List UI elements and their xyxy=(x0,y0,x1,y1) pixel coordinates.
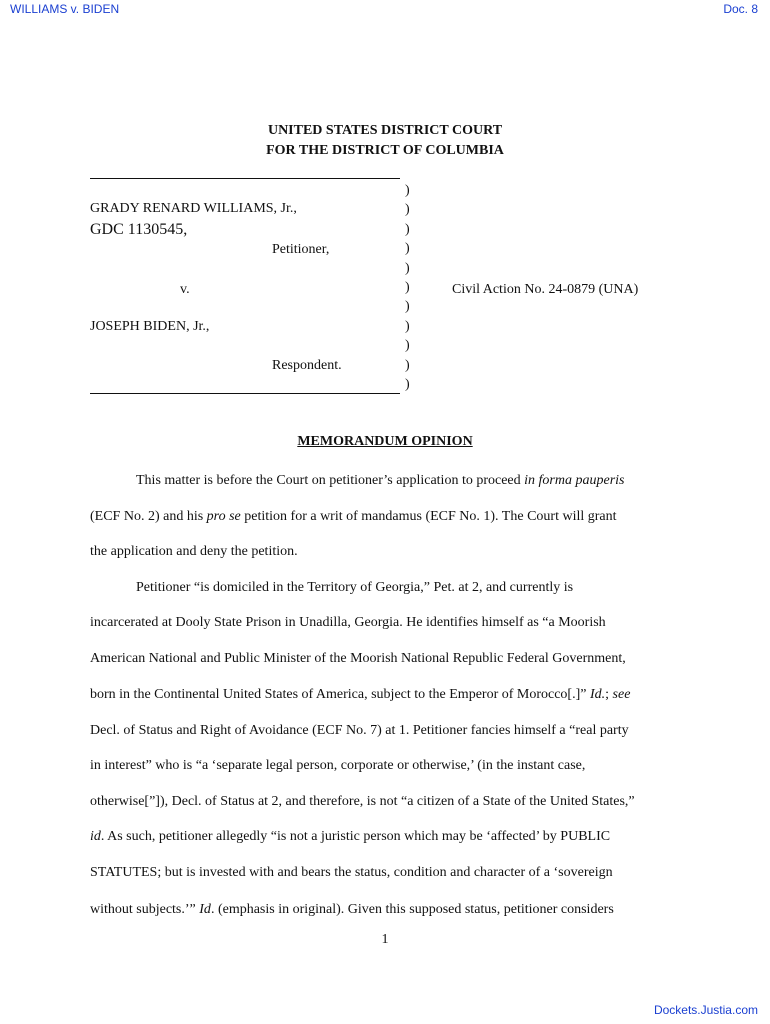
opinion-text-segment: Id. xyxy=(589,687,606,702)
opinion-line xyxy=(90,758,585,774)
opinion-text-segment: ; xyxy=(605,687,613,702)
opinion-text-segment: incarcerated at Dooly State Prison in Unadilla, Georgia. He identifies himself as “a Moorish xyxy=(90,615,606,630)
opinion-text-segment: pro se xyxy=(206,509,241,524)
caption-paren: ) xyxy=(405,260,410,276)
opinion-line xyxy=(90,723,629,739)
opinion-text-segment: id xyxy=(90,829,101,844)
opinion-line xyxy=(90,902,614,918)
opinion-text-segment: in forma pauperis xyxy=(524,473,625,488)
opinion-text-segment: . As such, petitioner allegedly “is not a juristic person which may be ‘affected’ by PUBLIC xyxy=(100,829,611,844)
petitioner-name: GRADY RENARD WILLIAMS, Jr., xyxy=(90,201,297,216)
respondent-role: Respondent. xyxy=(272,358,342,373)
caption-paren: ) xyxy=(405,299,410,315)
case-title-link[interactable]: WILLIAMS v. BIDEN xyxy=(10,2,120,16)
opinion-text-segment: Decl. of Status and Right of Avoidance (ECF No. 7) at 1. Petitioner fancies himself a “real party xyxy=(90,723,629,738)
opinion-text-segment: without subjects.’” xyxy=(90,902,200,917)
court-name: UNITED STATES DISTRICT COURT xyxy=(267,123,503,138)
caption-paren: ) xyxy=(405,241,410,257)
opinion-text-segment: born in the Continental United States of America, subject to the Emperor of Morocco[.]” xyxy=(90,687,590,702)
caption-paren: ) xyxy=(405,318,410,334)
caption-paren: ) xyxy=(405,202,410,218)
opinion-line xyxy=(90,509,617,525)
respondent-name: JOSEPH BIDEN, Jr., xyxy=(90,319,210,334)
opinion-text-segment: Petitioner “is domiciled in the Territory of Georgia,” Pet. at 2, and currently is xyxy=(136,580,574,595)
opinion-line xyxy=(90,615,606,631)
opinion-text-segment: see xyxy=(612,687,631,702)
opinion-text-segment: otherwise[”]), Decl. of Status at 2, and therefore, is not “a citizen of a State of the United States,” xyxy=(90,794,635,809)
document-number-link[interactable]: Doc. 8 xyxy=(723,2,758,16)
opinion-line xyxy=(136,473,624,489)
caption-parentheses xyxy=(405,181,410,394)
petitioner-role: Petitioner, xyxy=(272,242,330,257)
opinion-text-segment: . (emphasis in original). Given this supposed status, petitioner considers xyxy=(210,902,614,917)
opinion-line xyxy=(90,794,635,810)
petitioner-inmate-number: GDC 1130545, xyxy=(90,221,188,238)
caption-paren: ) xyxy=(405,357,410,373)
caption-bottom-rule xyxy=(90,393,400,394)
opinion-text-segment: (ECF No. 2) and his xyxy=(90,509,207,524)
opinion-line xyxy=(90,544,298,560)
caption-paren: ) xyxy=(405,221,410,237)
versus-label: v. xyxy=(180,282,190,297)
justia-dockets-link[interactable]: Dockets.Justia.com xyxy=(653,1003,758,1017)
opinion-text-segment: Id xyxy=(199,902,211,917)
caption-paren: ) xyxy=(405,183,410,198)
caption-top-rule xyxy=(90,178,400,179)
opinion-text-segment: American National and Public Minister of the Moorish National Republic Federal Government, xyxy=(90,651,626,666)
page-number: 1 xyxy=(381,932,389,947)
opinion-line xyxy=(90,865,613,881)
caption-paren: ) xyxy=(405,338,410,354)
opinion-line xyxy=(136,580,573,596)
court-district: FOR THE DISTRICT OF COLUMBIA xyxy=(266,143,504,158)
opinion-line xyxy=(90,651,626,667)
opinion-text-segment: the application and deny the petition. xyxy=(90,544,298,559)
opinion-text-segment: petition for a writ of mandamus (ECF No. 1). The Court will grant xyxy=(240,509,617,524)
opinion-text-segment: STATUTES; but is invested with and bears the status, condition and character of a ‘sovereign xyxy=(90,865,613,880)
opinion-text-segment: This matter is before the Court on petitioner’s application to proceed xyxy=(136,473,525,488)
opinion-heading: MEMORANDUM OPINION xyxy=(297,434,473,449)
opinion-line xyxy=(90,829,610,845)
caption-paren: ) xyxy=(405,280,410,296)
civil-action-number: Civil Action No. 24-0879 (UNA) xyxy=(452,282,639,297)
caption-paren: ) xyxy=(405,377,410,393)
opinion-text-segment: in interest” who is “a ‘separate legal person, corporate or otherwise,’ (in the instant case, xyxy=(90,758,586,773)
opinion-line xyxy=(90,687,630,703)
